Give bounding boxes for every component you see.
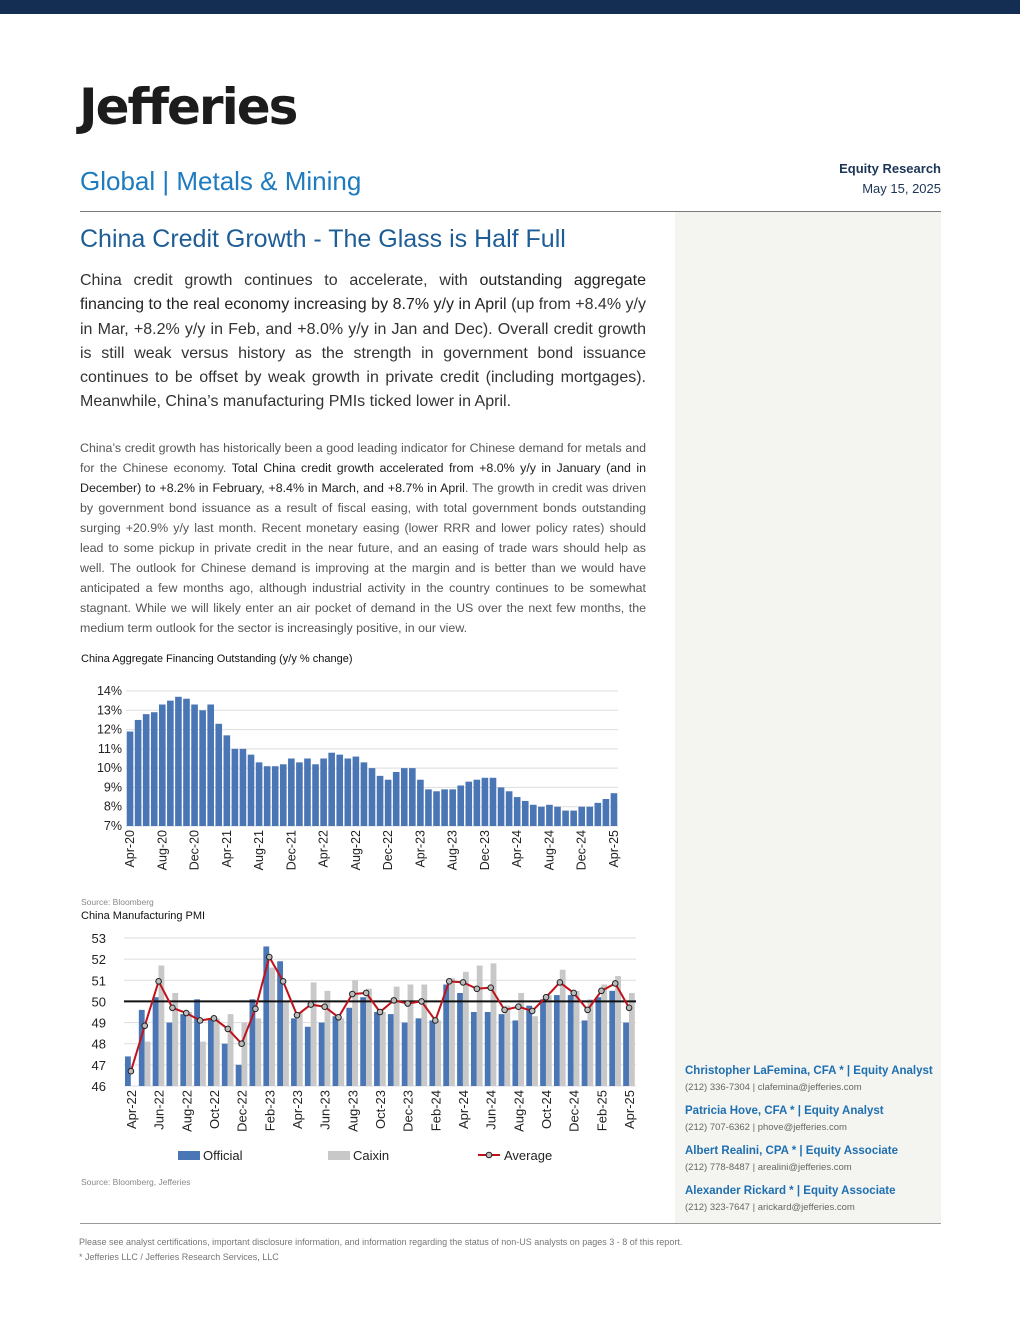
disclosure-note: Please see analyst certifications, important disclosure information, and information regarding the status of non-US analysts on pages 3 - 8 of this report. <box>79 1237 683 1247</box>
x-tick-label: Dec-23 <box>477 830 492 871</box>
credit-bar <box>215 724 222 826</box>
credit-bar <box>530 805 537 826</box>
y-tick-label: 9% <box>103 780 122 795</box>
caixin-bar <box>200 1042 206 1086</box>
credit-bar <box>554 807 561 826</box>
credit-bar <box>272 766 279 826</box>
x-tick-label: Dec-22 <box>234 1090 250 1132</box>
average-point <box>377 1009 383 1015</box>
average-point <box>571 990 577 996</box>
credit-bar <box>586 807 593 826</box>
caixin-bar <box>477 965 483 1086</box>
average-point <box>419 999 425 1005</box>
x-tick-label: Apr-21 <box>219 830 234 868</box>
average-point <box>280 979 286 985</box>
average-point <box>543 994 549 1000</box>
credit-bar <box>191 705 198 827</box>
x-tick-label: Aug-21 <box>252 830 267 871</box>
credit-bar <box>288 759 295 827</box>
credit-bar <box>240 749 247 826</box>
y-tick-label: 51 <box>91 973 106 989</box>
credit-bar <box>232 749 239 826</box>
x-tick-label: Feb-24 <box>428 1090 444 1132</box>
credit-bar <box>522 801 529 826</box>
y-tick-label: 10% <box>96 761 122 776</box>
caixin-bar <box>311 982 317 1086</box>
average-point <box>128 1068 134 1074</box>
caixin-bar <box>283 1001 289 1086</box>
report-title: China Credit Growth - The Glass is Half Full <box>80 225 566 253</box>
jefferies-logo: Jefferies <box>79 78 297 136</box>
x-tick-label: Dec-23 <box>400 1090 416 1132</box>
average-point <box>211 1016 217 1022</box>
credit-bar <box>498 787 505 826</box>
x-tick-label: Apr-22 <box>123 1090 139 1130</box>
average-point <box>142 1023 148 1029</box>
credit-bar <box>449 789 456 826</box>
official-bar <box>291 1018 297 1086</box>
official-bar <box>499 1014 505 1086</box>
credit-bar <box>482 778 489 826</box>
x-tick-label: Apr-23 <box>413 830 428 868</box>
average-point <box>529 1008 535 1014</box>
analyst-contact[interactable]: (212) 323-7647 | arickard@jefferies.com <box>685 1202 855 1213</box>
credit-bar <box>369 768 376 826</box>
report-date: May 15, 2025 <box>862 181 941 196</box>
credit-bar <box>183 699 190 826</box>
caixin-bar <box>228 1014 234 1086</box>
credit-bar <box>401 768 408 826</box>
caixin-bar <box>269 968 275 1086</box>
credit-bar <box>175 697 182 826</box>
x-tick-label: Aug-24 <box>542 830 557 871</box>
caixin-bar <box>145 1042 151 1086</box>
average-point <box>239 1041 245 1047</box>
average-point <box>197 1018 203 1024</box>
official-bar <box>416 1018 422 1086</box>
credit-bar <box>361 762 368 826</box>
legend-official-label: Official <box>203 1148 243 1163</box>
x-tick-label: Jun-24 <box>483 1090 499 1130</box>
average-point <box>391 998 397 1004</box>
official-bar <box>167 1023 173 1086</box>
analyst-contact[interactable]: (212) 336-7304 | clafemina@jefferies.com <box>685 1082 862 1093</box>
credit-bar <box>506 791 513 826</box>
credit-bar <box>159 705 166 827</box>
credit-bar <box>377 776 384 826</box>
average-point <box>460 980 466 986</box>
credit-bar <box>514 797 521 826</box>
caixin-bar <box>366 989 372 1086</box>
credit-bar <box>296 762 303 826</box>
average-point <box>405 1001 411 1007</box>
analyst-card <box>685 1105 935 1133</box>
average-point <box>612 981 618 987</box>
lead-highlight: outstanding aggregate financing to the real economy increasing by 8.7% y/y in April <box>80 272 646 314</box>
x-tick-label: Oct-23 <box>373 1090 388 1130</box>
caixin-bar <box>380 1012 386 1086</box>
y-tick-label: 46 <box>91 1079 106 1094</box>
x-tick-label: Feb-23 <box>262 1090 278 1132</box>
credit-bar <box>312 764 319 826</box>
official-bar <box>153 997 159 1086</box>
credit-bar <box>199 710 206 826</box>
credit-bar <box>207 705 214 827</box>
official-bar <box>512 1020 518 1086</box>
analyst-name[interactable]: Alexander Rickard * | Equity Associate <box>685 1185 896 1197</box>
credit-bar <box>595 803 602 826</box>
credit-bar <box>167 701 174 826</box>
credit-bar <box>417 780 424 826</box>
credit-bar <box>474 780 481 826</box>
credit-bar <box>336 755 343 826</box>
y-tick-label: 53 <box>91 931 106 946</box>
official-bar <box>471 1012 477 1086</box>
average-point <box>308 1002 314 1008</box>
x-tick-label: Apr-24 <box>456 1090 472 1130</box>
official-bar <box>194 999 200 1086</box>
entities-note: * Jefferies LLC / Jefferies Research Services, LLC <box>79 1252 279 1262</box>
analyst-card <box>685 1185 935 1213</box>
legend-average-marker <box>486 1152 492 1158</box>
credit-bar <box>385 780 392 826</box>
caixin-bar <box>574 991 580 1086</box>
credit-bar <box>538 807 545 826</box>
average-point <box>502 1007 508 1013</box>
average-point <box>170 1005 176 1011</box>
x-tick-label: Aug-23 <box>445 830 460 871</box>
average-point <box>156 979 162 985</box>
official-bar <box>305 1027 311 1086</box>
official-bar <box>568 995 574 1086</box>
x-tick-label: Aug-24 <box>511 1090 527 1132</box>
credit-bar <box>546 805 553 826</box>
average-point <box>585 1007 591 1013</box>
credit-bar <box>562 811 569 826</box>
caixin-bar <box>435 1020 441 1086</box>
official-bar <box>457 993 463 1086</box>
credit-growth-chart <box>80 672 640 897</box>
analyst-contact[interactable]: (212) 778-8487 | arealini@jefferies.com <box>685 1162 852 1173</box>
y-tick-label: 7% <box>103 819 122 833</box>
x-tick-label: Oct-22 <box>206 1090 222 1130</box>
x-tick-label: Aug-22 <box>348 830 363 871</box>
official-bar <box>402 1023 408 1086</box>
credit-bar <box>328 753 335 826</box>
official-bar <box>236 1065 242 1086</box>
official-bar <box>346 1008 352 1086</box>
credit-bar <box>409 768 416 826</box>
y-tick-label: 12% <box>96 722 122 737</box>
analyst-name[interactable]: Christopher LaFemina, CFA * | Equity Analyst <box>685 1065 933 1077</box>
x-tick-label: Apr-23 <box>289 1090 305 1130</box>
caixin-bar <box>463 972 469 1086</box>
official-bar <box>485 1012 491 1086</box>
credit-bar <box>603 799 610 826</box>
sector-heading: Global | Metals & Mining <box>80 166 362 196</box>
legend-official-swatch <box>178 1151 200 1160</box>
y-tick-label: 49 <box>91 1015 106 1031</box>
report-type: Equity Research <box>839 161 941 176</box>
pmi-chart-title: China Manufacturing PMI <box>81 910 206 922</box>
credit-bar <box>143 714 150 826</box>
pmi-chart-source: Source: Bloomberg, Jefferies <box>81 1177 191 1187</box>
credit-bar <box>393 772 400 826</box>
official-bar <box>222 1044 228 1086</box>
official-bar <box>333 1016 339 1086</box>
official-bar <box>554 995 560 1086</box>
average-point <box>266 954 272 960</box>
caixin-bar <box>532 1016 538 1086</box>
y-tick-label: 47 <box>91 1057 106 1073</box>
average-point <box>336 1014 342 1020</box>
credit-bar <box>224 735 231 826</box>
x-tick-label: Aug-23 <box>345 1090 361 1132</box>
average-point <box>363 990 369 996</box>
pmi-chart <box>80 925 650 1175</box>
x-tick-label: Dec-20 <box>187 830 202 871</box>
average-point <box>446 979 452 985</box>
official-bar <box>208 1018 214 1086</box>
x-tick-label: Dec-21 <box>284 830 299 871</box>
y-tick-label: 13% <box>96 703 122 718</box>
credit-bar <box>256 762 263 826</box>
credit-bar <box>135 720 142 826</box>
credit-bar <box>353 757 360 826</box>
credit-bar <box>344 759 351 827</box>
credit-bar <box>425 789 432 826</box>
official-bar <box>623 1023 629 1086</box>
official-bar <box>374 1012 380 1086</box>
body-paragraph: China’s credit growth has historically been a good leading indicator for Chinese demand for metals and for the Chinese economy. Total China credit growth accelerated from +8.0% y/y in January (and in December) to +8.2% in February, +8.4% in March, and +8.7% in April. The growth in credit was driven by government bond issuance as a result of fiscal easing, with total government bonds outstanding surging +20.9% y/y last month. Recent monetary easing (lower RRR and lower policy rates) should lead to some pickup in private credit in the near future, and an easing of trade wars should help as well. The outlook for Chinese demand is improving at the margin and is better than we would have anticipated a few months ago, although industrial activity in the country continues to be somewhat stagnant. While we will likely enter an air pocket of demand in the US over the next few months, the medium term outlook for the sector is increasingly positive, in our view. <box>80 441 646 635</box>
credit-bar <box>570 811 577 826</box>
official-bar <box>180 1014 186 1086</box>
average-point <box>225 1026 231 1032</box>
caixin-bar <box>408 985 414 1086</box>
credit-bar <box>248 755 255 826</box>
analyst-contact[interactable]: (212) 707-6362 | phove@jefferies.com <box>685 1122 847 1133</box>
official-bar <box>443 985 449 1086</box>
analyst-card <box>685 1145 935 1173</box>
credit-bar <box>280 764 287 826</box>
top-brand-bar <box>0 0 1020 14</box>
official-bar <box>139 1010 145 1086</box>
legend-caixin-label: Caixin <box>353 1148 390 1163</box>
y-tick-label: 14% <box>96 684 122 698</box>
credit-bar <box>127 732 134 827</box>
caixin-bar <box>449 978 455 1086</box>
credit-bar <box>264 766 271 826</box>
credit-bar <box>151 712 158 826</box>
y-tick-label: 50 <box>91 994 106 1010</box>
official-bar <box>540 999 546 1086</box>
caixin-bar <box>186 1012 192 1086</box>
analyst-name[interactable]: Patricia Hove, CFA * | Equity Analyst <box>685 1105 884 1117</box>
credit-bar <box>433 791 440 826</box>
average-point <box>350 991 356 997</box>
official-bar <box>595 997 601 1086</box>
legend-average-label: Average <box>504 1148 553 1163</box>
average-point <box>599 988 605 994</box>
body-highlight: Total China credit growth accelerated from +8.0% y/y in January (and in December) to +8.2% in February, +8.4% in March, and +8.7% in April <box>80 461 646 495</box>
caixin-bar <box>338 1018 344 1086</box>
credit-bar <box>320 759 327 827</box>
legend-caixin-swatch <box>328 1151 350 1160</box>
x-tick-label: Feb-25 <box>594 1090 610 1132</box>
y-tick-label: 48 <box>91 1036 106 1052</box>
x-tick-label: Dec-24 <box>566 1090 582 1132</box>
analyst-name[interactable]: Albert Realini, CPA * | Equity Associate <box>685 1145 899 1157</box>
official-bar <box>360 997 366 1086</box>
caixin-bar <box>491 963 497 1086</box>
average-point <box>626 1005 632 1011</box>
average-point <box>488 985 494 991</box>
x-tick-label: Aug-22 <box>179 1090 195 1132</box>
caixin-bar <box>546 995 552 1086</box>
average-point <box>253 1006 259 1012</box>
average-point <box>433 1018 439 1024</box>
y-tick-label: 52 <box>91 952 106 968</box>
x-tick-label: Apr-25 <box>622 1090 638 1130</box>
average-point <box>516 1004 522 1010</box>
caixin-bar <box>297 1012 303 1086</box>
caixin-bar <box>601 985 607 1086</box>
average-point <box>294 1012 300 1018</box>
y-tick-label: 8% <box>103 799 122 814</box>
credit-bar <box>465 782 472 826</box>
x-tick-label: Aug-20 <box>155 830 170 871</box>
official-bar <box>582 1020 588 1086</box>
credit-bar <box>611 793 618 826</box>
lead-paragraph: China credit growth continues to accelerate, with outstanding aggregate financing to the real economy increasing by 8.7% y/y in April (up from +8.4% y/y in Mar, +8.2% y/y in Feb, and +8.0% y/y in Jan and Dec). Overall credit growth is still weak versus history as the strength in government bond issuance continues to be offset by weak growth in private credit (including mortgages). Meanwhile, China’s manufacturing PMIs ticked lower in April. <box>80 272 646 411</box>
x-tick-label: Dec-22 <box>381 830 396 871</box>
credit-bar <box>304 759 311 827</box>
caixin-bar <box>504 1006 510 1086</box>
credit-chart-source: Source: Bloomberg <box>81 897 154 907</box>
credit-bar <box>457 786 464 827</box>
credit-bar <box>441 789 448 826</box>
caixin-bar <box>255 1018 261 1086</box>
official-bar <box>609 991 615 1086</box>
caixin-bar <box>214 1018 220 1086</box>
x-tick-label: Apr-22 <box>316 830 331 868</box>
credit-bar <box>578 807 585 826</box>
average-point <box>183 1010 189 1016</box>
official-bar <box>429 1020 435 1086</box>
y-tick-label: 11% <box>97 741 122 756</box>
average-point <box>322 1004 328 1010</box>
x-tick-label: Apr-25 <box>606 830 621 868</box>
analyst-card <box>685 1065 935 1093</box>
official-bar <box>319 1023 325 1086</box>
official-bar <box>388 1014 394 1086</box>
x-tick-label: Jun-23 <box>317 1090 333 1130</box>
official-bar <box>526 1006 532 1086</box>
credit-chart-title: China Aggregate Financing Outstanding (y/y % change) <box>81 653 353 665</box>
x-tick-label: Apr-24 <box>510 830 525 868</box>
credit-bar <box>490 778 497 826</box>
footer-divider <box>80 1223 941 1224</box>
average-point <box>474 986 480 992</box>
average-point <box>557 980 563 986</box>
x-tick-label: Dec-24 <box>574 830 589 871</box>
x-tick-label: Oct-24 <box>539 1090 555 1130</box>
x-tick-label: Jun-22 <box>151 1090 167 1130</box>
x-tick-label: Apr-20 <box>123 830 138 868</box>
